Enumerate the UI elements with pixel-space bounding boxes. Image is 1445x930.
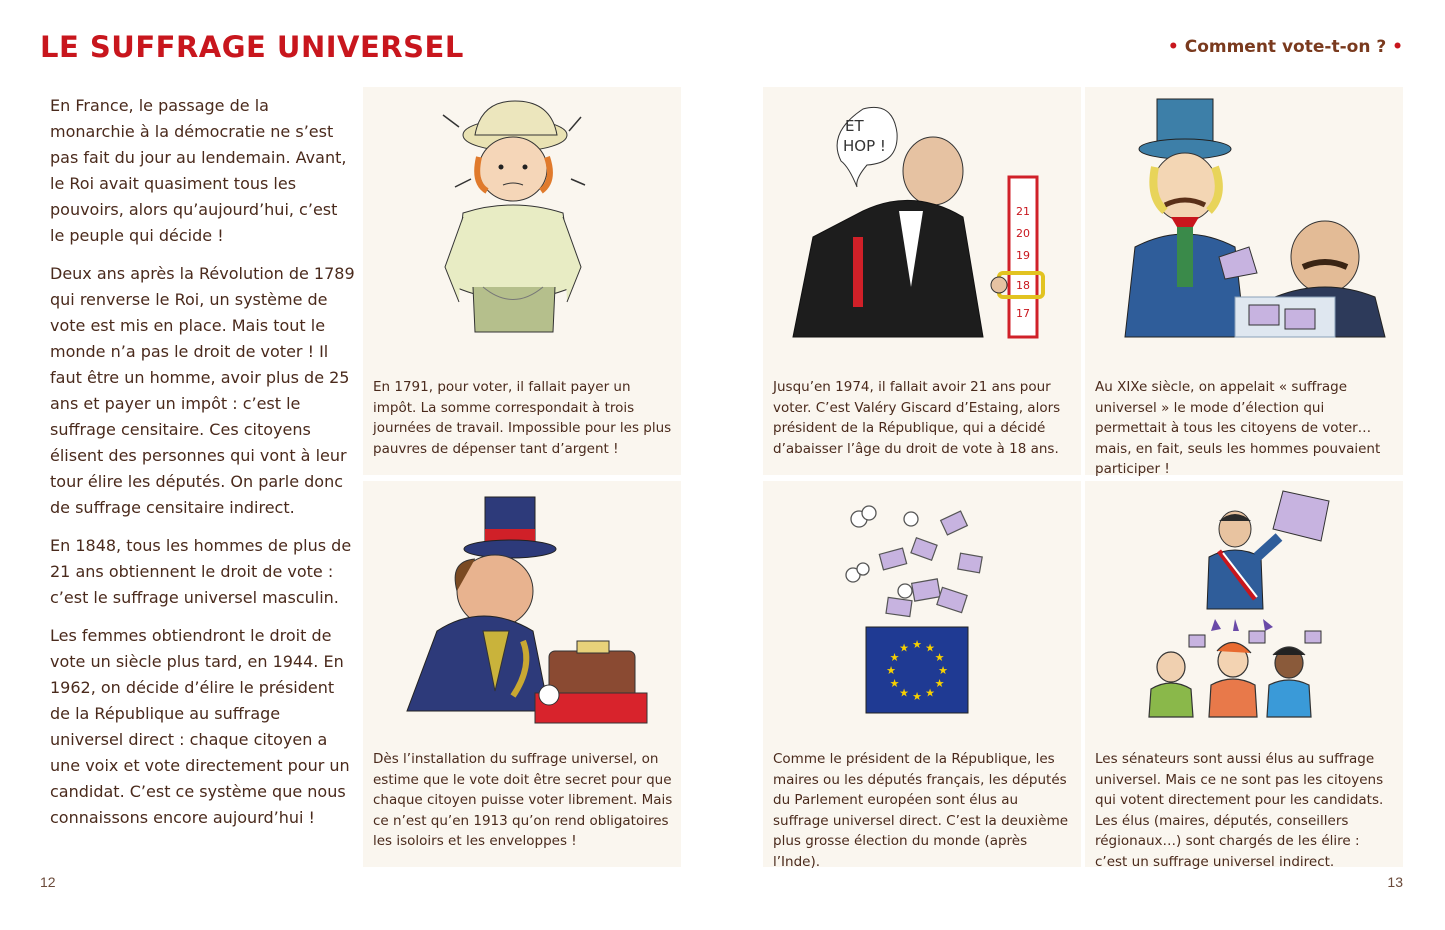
panel-senators — [1085, 481, 1403, 870]
man-voting-illustration — [1085, 87, 1403, 357]
top-hat-man-ballot-box-illustration — [363, 481, 681, 736]
intro-paragraph-1: En France, le passage de la monarchie à la démocratie ne s’est pas fait du jour au lendemain. Avant, le Roi avait quasiment tous les pouvoirs, alors qu’aujourd’hui, c’est le peuple qui décide ! — [50, 96, 347, 245]
page-title: LE SUFFRAGE UNIVERSEL — [40, 30, 464, 64]
panel-6-caption: Les sénateurs sont aussi élus au suffrage universel. Mais ce ne sont pas les citoyens qui votent directement pour les candidats. Les élus (maires, députés, conseillers régionaux…) sont chargés de les élire : c’est un suffrage universel indirect. — [1095, 751, 1384, 870]
speech-text-1: ET — [845, 117, 864, 135]
panel-1-caption: En 1791, pour voter, il fallait payer un impôt. La somme correspondait à trois journées de travail. Impossible pour les plus pauvres de dépenser tant d’argent ! — [373, 379, 672, 457]
age-18: 18 — [1016, 279, 1030, 292]
age-17: 17 — [1016, 307, 1030, 320]
panel-1791-tax — [363, 87, 681, 475]
panel-5-caption: Comme le président de la République, les maires ou les députés français, les députés du Parlement européen sont élus au suffrage universel direct. C’est la deuxième plus grosse élection du monde (après l’Inde). — [773, 751, 1069, 870]
president-age-gauge-illustration — [763, 87, 1081, 357]
rubric-label: Comment vote-t-on ? — [1184, 37, 1387, 57]
poor-man-illustration — [363, 87, 681, 357]
eu-star-icon: ★ — [938, 664, 948, 677]
eu-star-icon: ★ — [889, 651, 900, 664]
panel-european-parliament — [763, 481, 1081, 870]
age-21: 21 — [1016, 205, 1030, 218]
senators-indirect-vote-illustration — [1085, 481, 1403, 736]
bullet-left: • — [1167, 37, 1179, 57]
panel-4-caption: Au XIXe siècle, on appelait « suffrage universel » le mode d’élection qui permettait à tous les citoyens de voter… mais, en fait, seuls les hommes pouvaient participer ! — [1095, 379, 1381, 478]
eu-star-icon: ★ — [912, 638, 922, 651]
eu-star-icon: ★ — [886, 664, 896, 677]
eu-star-icon: ★ — [899, 686, 909, 700]
eu-ballot-box-illustration — [763, 481, 1081, 736]
intro-paragraph-2: Deux ans après la Révolution de 1789 qui renverse le Roi, un système de vote est mis en place. Mais tout le monde n’a pas le droit de voter ! Il faut être un homme, avoir plus de 25 ans et payer un impôt : c’est le suffrage censitaire. Ces citoyens élisent des personnes qui vont à leur tour élire les députés. On parle donc de suffrage censitaire indirect. — [50, 264, 355, 517]
panel-3-caption: Jusqu’en 1974, il fallait avoir 21 ans pour voter. C’est Valéry Giscard d’Estaing, alors président de la République, qui a décidé d’abaisser l’âge du droit de vote à 18 ans. — [773, 379, 1061, 457]
panel-secret-vote — [363, 481, 681, 867]
panel-19th-century — [1085, 87, 1403, 478]
section-rubric — [1168, 37, 1403, 57]
eu-star-icon: ★ — [925, 686, 935, 700]
bullet-right: • — [1392, 37, 1403, 57]
eu-star-icon: ★ — [889, 677, 900, 690]
eu-star-icon: ★ — [925, 641, 935, 655]
eu-star-icon: ★ — [899, 641, 909, 655]
eu-star-icon: ★ — [912, 690, 922, 703]
age-20: 20 — [1016, 227, 1030, 240]
page-number-left: 12 — [40, 874, 56, 890]
panel-voting-age — [763, 87, 1081, 475]
intro-paragraph-4: Les femmes obtiendront le droit de vote un siècle plus tard, en 1944. En 1962, on décide d’élire le président de la République au suffrage universel direct : chaque citoyen a une voix et vote directement pour un candidat. C’est ce système que nous connaissons encore aujourd’hui ! — [50, 626, 350, 827]
page-number-right: 13 — [1387, 874, 1403, 890]
age-19: 19 — [1016, 249, 1030, 262]
eu-star-icon: ★ — [934, 651, 945, 664]
eu-star-icon: ★ — [934, 677, 945, 690]
intro-text — [50, 93, 355, 843]
speech-text-2: HOP ! — [843, 137, 886, 155]
intro-paragraph-3: En 1848, tous les hommes de plus de 21 ans obtiennent le droit de vote : c’est le suffrage universel masculin. — [50, 536, 352, 607]
panel-2-caption: Dès l’installation du suffrage universel, on estime que le vote doit être secret pour que chaque citoyen puisse voter librement. Mais ce n’est qu’en 1913 qu’on rend obligatoires les isoloirs et les enveloppes ! — [373, 751, 673, 850]
